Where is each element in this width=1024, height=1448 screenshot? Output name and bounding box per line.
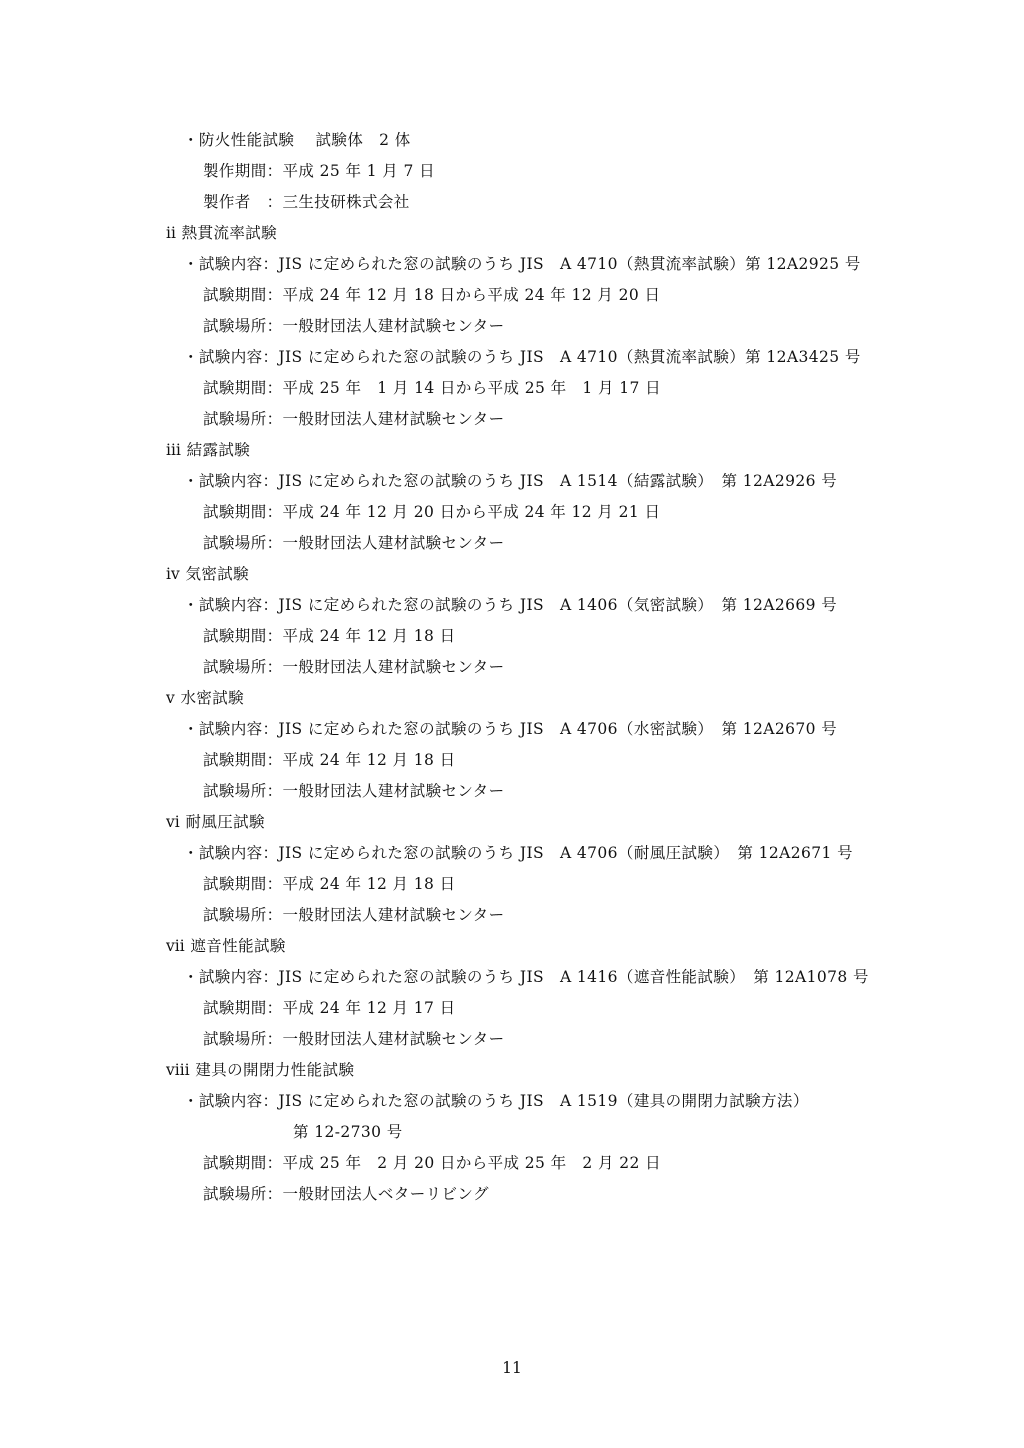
test-place-line: 試験場所：一般財団法人建材試験センター [203,906,505,924]
intro-line: 製作期間：平成 25 年 1 月 7 日 [203,162,436,180]
section-heading: ⅱ 熱貫流率試験 [166,224,278,242]
test-content-line: ・試験内容：JIS に定められた窓の試験のうち JIS A 1406（気密試験） 第 12A2669 号 [183,596,838,614]
section-heading: ⅳ 気密試験 [166,565,250,583]
intro-line: ・防火性能試験 試験体 2 体 [183,131,411,149]
test-period-line: 試験期間：平成 25 年 2 月 20 日から平成 25 年 2 月 22 日 [203,1154,661,1172]
test-period-line: 試験期間：平成 25 年 1 月 14 日から平成 25 年 1 月 17 日 [203,379,661,397]
test-period-line: 試験期間：平成 24 年 12 月 18 日から平成 24 年 12 月 20 日 [203,286,661,304]
test-period-line: 試験期間：平成 24 年 12 月 17 日 [203,999,456,1017]
test-place-line: 試験場所：一般財団法人建材試験センター [203,534,505,552]
test-content-line: ・試験内容：JIS に定められた窓の試験のうち JIS A 1416（遮音性能試験） 第 12A1078 号 [183,968,869,986]
section-heading: ⅴ 水密試験 [166,689,245,707]
test-content-line: ・試験内容：JIS に定められた窓の試験のうち JIS A 1514（結露試験） 第 12A2926 号 [183,472,838,490]
test-content-line: ・試験内容：JIS に定められた窓の試験のうち JIS A 4706（耐風圧試験） 第 12A2671 号 [183,844,853,862]
test-period-line: 試験期間：平成 24 年 12 月 18 日 [203,875,456,893]
test-content-line: ・試験内容：JIS に定められた窓の試験のうち JIS A 4710（熱貫流率試験）第 12A2925 号 [183,255,861,273]
section-heading: ⅷ 建具の開閉力性能試験 [166,1061,355,1079]
test-place-line: 試験場所：一般財団法人ベターリビング [203,1185,489,1203]
test-period-line: 試験期間：平成 24 年 12 月 18 日 [203,751,456,769]
test-place-line: 試験場所：一般財団法人建材試験センター [203,782,505,800]
test-place-line: 試験場所：一般財団法人建材試験センター [203,658,505,676]
test-period-line: 試験期間：平成 24 年 12 月 18 日 [203,627,456,645]
section-heading: ⅶ 遮音性能試験 [166,937,286,955]
test-place-line: 試験場所：一般財団法人建材試験センター [203,410,505,428]
section-heading: ⅵ 耐風圧試験 [166,813,265,831]
section-heading: ⅲ 結露試験 [166,441,251,459]
test-content-line: ・試験内容：JIS に定められた窓の試験のうち JIS A 4710（熱貫流率試験）第 12A3425 号 [183,348,861,366]
test-period-line: 試験期間：平成 24 年 12 月 20 日から平成 24 年 12 月 21 日 [203,503,661,521]
test-place-line: 試験場所：一般財団法人建材試験センター [203,1030,505,1048]
intro-line: 製作者 ：三生技研株式会社 [203,193,410,211]
test-content-line: ・試験内容：JIS に定められた窓の試験のうち JIS A 4706（水密試験） 第 12A2670 号 [183,720,838,738]
test-place-line: 試験場所：一般財団法人建材試験センター [203,317,505,335]
page-number: 11 [502,1359,522,1377]
test-content-continuation: 第 12-2730 号 [293,1123,403,1141]
test-content-line: ・試験内容：JIS に定められた窓の試験のうち JIS A 1519（建具の開閉力試験方法） [183,1092,809,1110]
